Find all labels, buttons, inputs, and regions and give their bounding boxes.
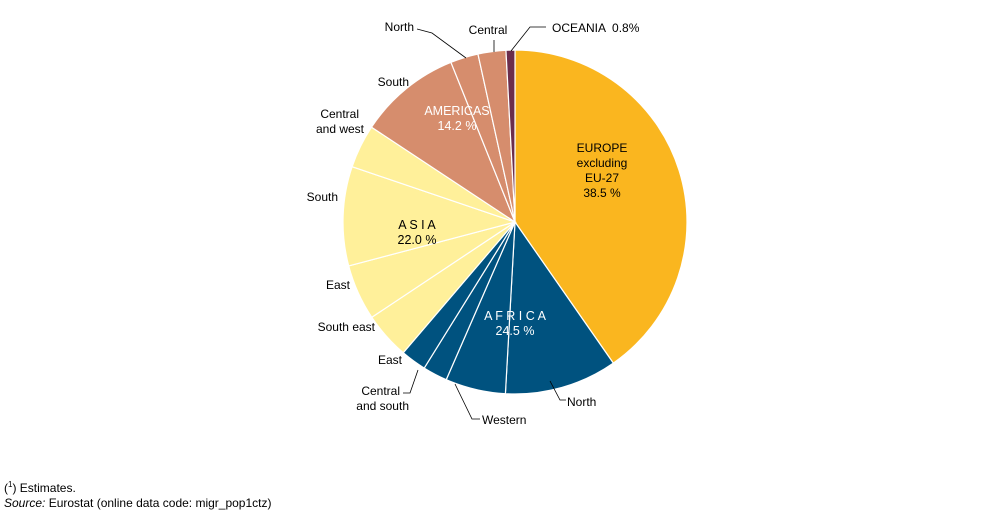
asia-region-label: A S I A (398, 218, 436, 232)
oceania-label: OCEANIA 0.8% (552, 21, 640, 35)
slice-label-asia-east: East (325, 278, 350, 292)
leader-line-americas-north (417, 29, 466, 58)
footnote-text: Estimates. (16, 481, 76, 495)
slice-label-asia-central-west-1: Central (320, 107, 359, 121)
estimates-footnote: ($^1$) Estimates. (4, 480, 76, 495)
europe-label-line-3: EU-27 (584, 171, 620, 185)
slice-label-africa-western: Western (482, 413, 527, 427)
footnote-marker: 1 (8, 480, 13, 489)
source-label: Source: (4, 496, 46, 510)
africa-region-label: A F R I C A (484, 309, 546, 323)
slice-label-asia-south-east: South east (317, 320, 375, 334)
europe-label-line-4: 38.5 % (583, 186, 621, 200)
pie-slices (343, 50, 687, 394)
leader-line-oceania (511, 27, 546, 51)
source-footnote (4, 496, 271, 510)
slice-label-asia-central-west-2: and west (315, 122, 364, 136)
slice-label-africa-central-south-1: Central (361, 384, 400, 398)
slice-label-africa-east: East (377, 353, 402, 367)
europe-label-line-2: excluding (576, 156, 628, 170)
leader-line-africa-central-south (403, 370, 418, 393)
slice-label-americas-south: South (377, 75, 409, 89)
americas-region-label: AMERICAS (424, 104, 490, 118)
africa-region-value: 24.5 % (495, 324, 535, 338)
source-text: Eurostat (online data code: migr_pop1ctz) (45, 496, 272, 510)
slice-label-americas-north: North (384, 20, 414, 34)
asia-region-value: 22.0 % (397, 233, 437, 247)
slice-label-africa-north: North (567, 395, 597, 409)
americas-region-value: 14.2 % (437, 119, 477, 133)
slice-label-africa-central-south-2: and south (356, 399, 409, 413)
europe-label-line-1: EUROPE (576, 141, 628, 155)
slice-label-americas-central: Central (468, 23, 508, 37)
slice-label-asia-south: South (306, 190, 338, 204)
